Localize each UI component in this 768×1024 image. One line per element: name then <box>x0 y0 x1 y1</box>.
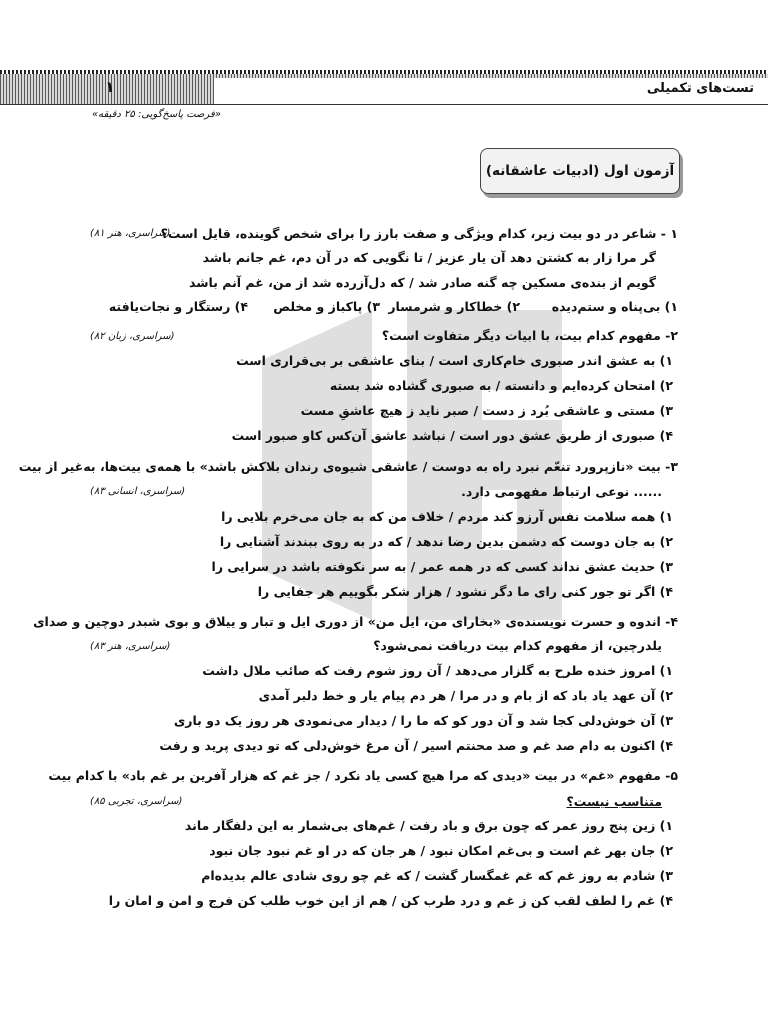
question-3-option-4[interactable]: ۴) اگر تو جور کنی رای ما دگر نشود / هزار شکر بگوییم هر جفایی را <box>257 584 673 599</box>
question-3-stem-line-1: ۳- بیت «نازپرورد تنعّم نبرد راه به دوست / عاشقی شیوه‌ی رندان بلاکش باشد» با همه‌ی بیت‌ها، به‌غیر از بیت <box>18 459 678 474</box>
question-2-stem: ۲- مفهوم کدام بیت، با ابیات دیگر متفاوت است؟ <box>381 328 678 343</box>
question-4-stem-line-1: ۴- اندوه و حسرت نویسنده‌ی «بخارای من، ایل من» از دوری ایل و تبار و ییلاق و بوی شبدر دوچین و صدای <box>33 614 678 629</box>
time-note: «فرصت پاسخ‌گویی: ۲۵ دقیقه» <box>92 109 221 120</box>
question-3-option-1[interactable]: ۱) همه سلامت نفس آرزو کند مردم / خلاف من که به جان می‌خرم بلایی را <box>221 509 673 524</box>
question-5-option-4[interactable]: ۴) غم را لطف لقب کن ز غم و درد طرب کن / هم از این خوب طلب کن فرج و امن و امان را <box>108 893 673 908</box>
question-3-option-2[interactable]: ۲) به جان دوست که دشمن بدین رضا ندهد / که در به روی ببندند آشنایی را <box>219 534 673 549</box>
header-divider <box>0 104 768 105</box>
question-1-verse-1: گر مرا زار به کشتن دهد آن یار عزیز / تا نگویی که در آن دم، غم جانم باشد <box>202 250 656 265</box>
exam-title: آزمون اول (ادبیات عاشقانه) <box>485 163 675 179</box>
question-2-option-2[interactable]: ۲) امتحان کرده‌ایم و دانسته / به صبوری گشاده شد بسته <box>329 378 673 393</box>
question-1-option-2[interactable]: ۲) خطاکار و شرمسار <box>388 299 520 314</box>
question-4-option-1[interactable]: ۱) امروز خنده طرح به گلزار می‌دهد / آن روز شوم رفت که صائب ملال داشت <box>202 663 673 678</box>
header-top-rule <box>0 70 768 74</box>
question-4-stem-line-2: یلدرچین، از مفهوم کدام بیت دریافت نمی‌شود؟ <box>373 638 662 653</box>
question-5-option-1[interactable]: ۱) زین پنج روز عمر که چون برق و باد رفت / غم‌های بی‌شمار به این دلفگار ماند <box>184 818 673 833</box>
question-1-stem: ۱ - شاعر در دو بیت زیر، کدام ویژگی و صفت بارز را برای شخص گوینده، قایل است؟ <box>160 226 678 241</box>
question-3-source: (سراسری، انسانی ۸۳) <box>90 486 186 497</box>
question-5-source: (سراسری، تجربی ۸۵) <box>90 796 183 807</box>
question-1-verse-2: گویم از بنده‌ی مسکین چه گنه صادر شد / که دل‌آزرده شد از من، غم آنم باشد <box>189 275 656 290</box>
question-1-option-4[interactable]: ۴) رستگار و نجات‌یافته <box>108 299 248 314</box>
question-1-option-3[interactable]: ۳) پاکباز و مخلص <box>273 299 380 314</box>
question-5-stem-line-2: متناسب نیست؟ <box>566 794 662 809</box>
question-2-option-3[interactable]: ۳) مستی و عاشقی‌ بُرد ز دست / صبر ناید ز هیچ عاشقِ مست <box>300 403 673 418</box>
question-3-option-3[interactable]: ۳) حدیث عشق نداند کسی که در همه عمر / به سر نکوفته باشد در سرایی را <box>211 559 673 574</box>
question-3-stem-line-2: ...... نوعی ارتباط مفهومی دارد. <box>461 484 662 499</box>
section-title: تست‌های تکمیلی <box>646 81 754 96</box>
question-4-source: (سراسری، هنر ۸۳) <box>90 641 171 652</box>
question-1-option-1[interactable]: ۱) بی‌پناه و ستم‌دیده <box>551 299 678 314</box>
question-4-option-4[interactable]: ۴) اکنون به دام صد غم و صد محنتم اسیر / آن مرغ خوش‌دلی که تو دیدی پرید و رفت <box>159 738 673 753</box>
question-4-option-3[interactable]: ۳) آن خوش‌دلی کجا شد و آن دور کو که ما را / دیدار می‌نمودی هر روز یک دو باری <box>173 713 673 728</box>
question-2-option-1[interactable]: ۱) به عشق اندر صبوری خام‌کاری است / بنای عاشقی بر بی‌قراری است <box>236 353 673 368</box>
question-5-option-3[interactable]: ۳) شادم به روز غم که غم غمگسار گشت / که غم چو روی شادی عالم بدیده‌ام <box>201 868 673 883</box>
question-2-option-4[interactable]: ۴) صبوری از طریق عشق دور است / نباشد عاشق آن‌کس کاو صبور است <box>231 428 673 443</box>
page-number: ۱ <box>105 78 115 96</box>
exam-title-box <box>480 148 680 194</box>
question-2-source: (سراسری، زبان ۸۲) <box>90 331 175 342</box>
question-1-source: (سراسری، هنر ۸۱) <box>90 228 171 239</box>
question-4-option-2[interactable]: ۲) آن عهد یاد باد که از بام و در مرا / هر دم پیام یار و خط دلبر آمدی <box>258 688 673 703</box>
question-5-stem-line-1: ۵- مفهوم «غم» در بیت «دیدی که مرا هیچ کسی یاد نکرد / جز غم که هزار آفرین بر غم باد» با کدام بیت <box>48 768 678 783</box>
question-5-option-2[interactable]: ۲) جان بهر غم است و بی‌غم امکان نبود / هر جان که در او غم نبود جان نبود <box>209 843 673 858</box>
